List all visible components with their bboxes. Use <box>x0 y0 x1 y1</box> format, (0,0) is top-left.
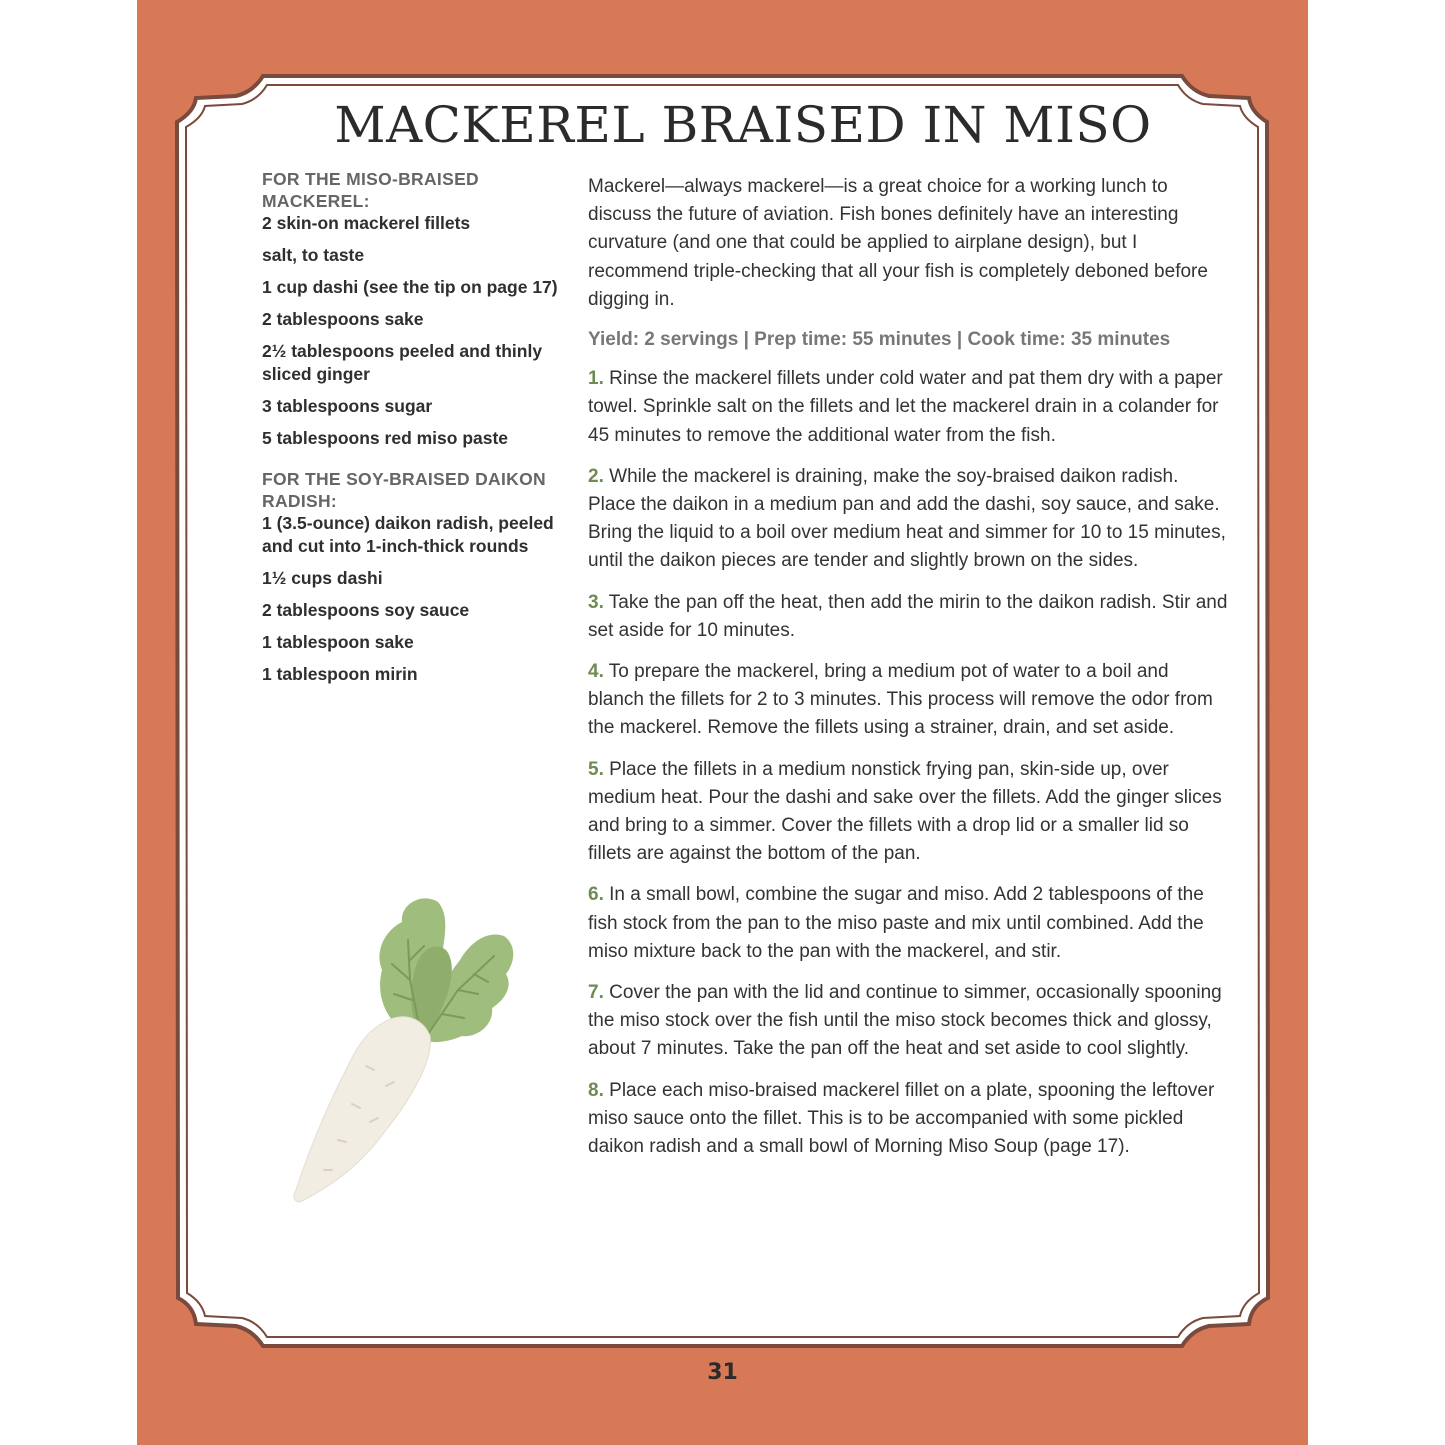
recipe-body <box>588 173 1228 1174</box>
recipe-meta: Yield: 2 servings | Prep time: 55 minutes | Cook time: 35 minutes <box>588 329 1171 351</box>
ingredient-item: 5 tablespoons red miso paste <box>262 428 509 448</box>
ingredient-list <box>262 512 567 686</box>
recipe-step <box>588 463 1228 576</box>
recipe-title: MACKEREL BRAISED IN MISO <box>334 96 1152 154</box>
recipe-step <box>588 979 1228 1064</box>
ingredient-item: 1 tablespoon mirin <box>262 664 418 684</box>
recipe-step <box>588 881 1228 966</box>
ingredient-item: 2 skin-on mackerel fillets <box>262 213 471 233</box>
ingredients-column <box>262 168 567 695</box>
ingredient-list <box>262 212 567 450</box>
ingredient-item: 1 tablespoon sake <box>262 632 414 652</box>
daikon-radish-illustration <box>282 890 522 1220</box>
ingredient-item: 1 (3.5-ounce) daikon radish, peeled and cut into 1-inch-thick rounds <box>262 513 554 556</box>
ingredient-group-heading: FOR THE SOY-BRAISED DAIKON RADISH: <box>262 469 546 511</box>
step-number: 5. <box>588 758 604 780</box>
book-page <box>137 0 1308 1445</box>
recipe-step <box>588 1077 1228 1162</box>
recipe-step <box>588 756 1228 869</box>
ingredient-group-daikon <box>262 468 567 686</box>
step-text: Rinse the mackerel fillets under cold water and pat them dry with a paper towel. Sprinkle salt on the fillets and let the mackerel drain in a colander for 45 minutes to remove the additional water from the fish. <box>588 368 1223 446</box>
step-text: Cover the pan with the lid and continue to simmer, occasionally spooning the miso stock over the fish until the miso stock becomes thick and glossy, about 7 minutes. Take the pan off the heat and set aside to cool slightly. <box>588 982 1222 1060</box>
step-number: 4. <box>588 661 604 683</box>
recipe-step <box>588 365 1228 450</box>
ingredient-item: 1 cup dashi (see the tip on page 17) <box>262 277 558 297</box>
recipe-step <box>588 589 1228 645</box>
ingredient-group-heading: FOR THE MISO-BRAISED MACKEREL: <box>262 169 479 211</box>
ingredient-item: 1½ cups dashi <box>262 568 383 588</box>
radish-root <box>294 1017 431 1202</box>
step-number: 2. <box>588 465 604 487</box>
ingredient-item: 2 tablespoons sake <box>262 309 424 329</box>
step-text: Take the pan off the heat, then add the mirin to the daikon radish. Stir and set aside for 10 minutes. <box>588 591 1228 641</box>
step-text: Place each miso-braised mackerel fillet on a plate, spooning the leftover miso sauce onto the fillet. This is to be accompanied with some pickled daikon radish and a small bowl of Morning Miso Soup (page 17). <box>588 1079 1215 1158</box>
ingredient-item: 3 tablespoons sugar <box>262 396 433 416</box>
step-number: 6. <box>588 884 604 906</box>
recipe-step <box>588 658 1228 743</box>
step-number: 3. <box>588 591 604 613</box>
step-text: In a small bowl, combine the sugar and miso. Add 2 tablespoons of the fish stock from the pan to the miso paste and mix until combined. Add the miso mixture back to the pan with the mackerel, and stir. <box>588 884 1204 962</box>
ingredient-group-mackerel <box>262 168 567 450</box>
ingredient-item: salt, to taste <box>262 245 365 265</box>
step-text: While the mackerel is draining, make the soy-braised daikon radish. Place the daikon in a medium pan and add the dashi, soy sauce, and sake. Bring the liquid to a boil over medium heat and simmer for 10 to 15 minutes, until the daikon pieces are tender and slightly brown on the sides. <box>588 465 1226 572</box>
step-text: Place the fillets in a medium nonstick frying pan, skin-side up, over medium heat. Pour the dashi and sake over the fillets. Add the ginger slices and bring to a simmer. Cover the fillets with a drop lid or a smaller lid so fillets are against the bottom of the pan. <box>588 758 1222 865</box>
step-text: To prepare the mackerel, bring a medium pot of water to a boil and blanch the fillets for 2 to 3 minutes. This process will remove the odor from the mackerel. Remove the fillets using a strainer, drain, and set aside. <box>588 661 1213 739</box>
recipe-intro: Mackerel—always mackerel—is a great choice for a working lunch to discuss the future of aviation. Fish bones definitely have an interesting curvature (and one that could be applied to airplane design), but I recommend triple-checking that all your fish is completely deboned before digging in. <box>588 176 1208 310</box>
ingredient-item: 2 tablespoons soy sauce <box>262 600 470 620</box>
ingredient-item: 2½ tablespoons peeled and thinly sliced ginger <box>262 341 543 384</box>
page-number: 31 <box>707 1360 738 1385</box>
step-number: 8. <box>588 1079 604 1101</box>
step-number: 7. <box>588 982 604 1004</box>
step-number: 1. <box>588 368 604 390</box>
